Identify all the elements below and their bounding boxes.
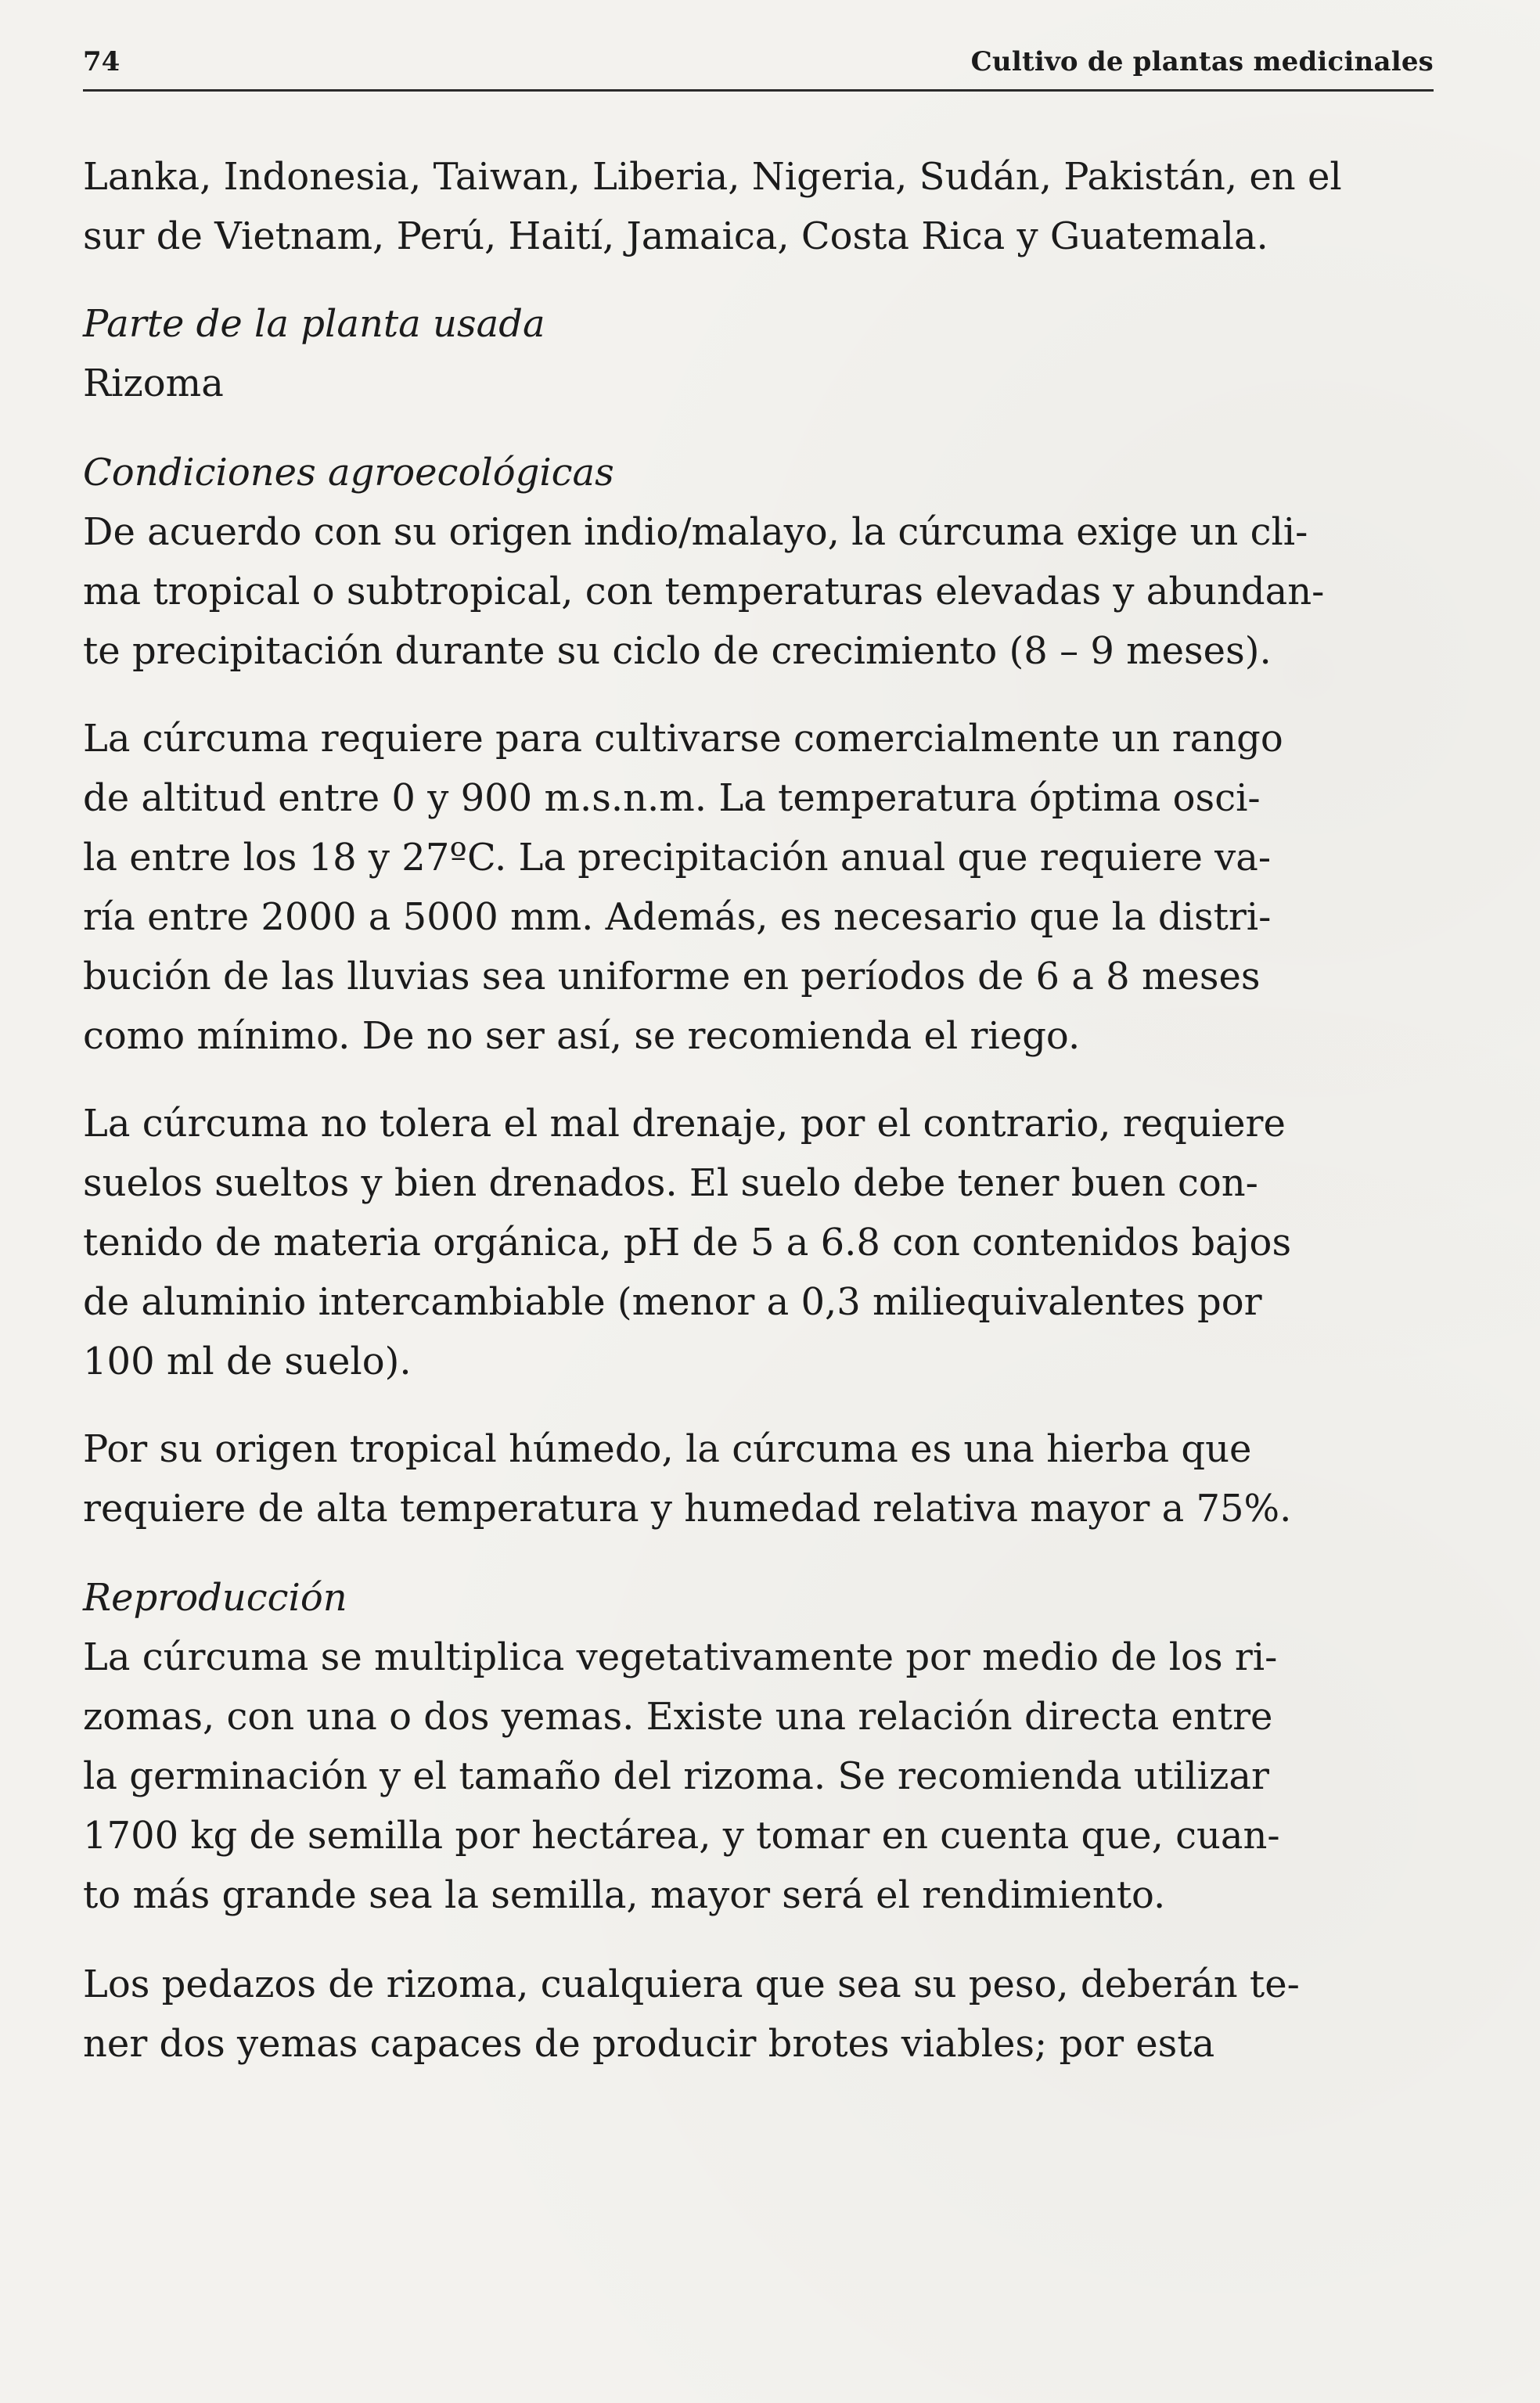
conditions-paragraph-2: La cúrcuma requiere para cultivarse comercialmente un rango de altitud entre 0 y 900 m.s.n.m. La temperatura óptima osci- la entre los 18 y 27ºC. La precipitación anual que requiere va- ría entre 2000 a 5000 mm. Además, es necesario que la distri- bución de las lluvias sea uniforme en períodos de 6 a 8 meses como mínimo. De no ser así, se recomienda el riego. — [83, 717, 1283, 1058]
section-gap — [83, 413, 1434, 443]
paragraph-gap — [83, 1925, 1434, 1955]
conditions-paragraph-3: La cúrcuma no tolera el mal drenaje, por el contrario, requiere suelos sueltos y bien drenados. El suelo debe tener buen con- tenido de materia orgánica, pH de 5 a 6.8 con contenidos bajos de aluminio intercambiable (menor a 0,3 miliequivalentes por 100 ml de suelo). — [83, 1102, 1292, 1383]
section-heading-agroecological-conditions: Condiciones agroecológicas — [83, 451, 614, 495]
part-used-value: Rizoma — [83, 362, 224, 405]
section-heading-reproduction: Reproducción — [83, 1576, 347, 1620]
paragraph-gap — [83, 681, 1434, 709]
intro-paragraph: Lanka, Indonesia, Taiwan, Liberia, Nigeria, Sudán, Pakistán, en el sur de Vietnam, Perú, Haití, Jamaica, Costa Rica y Guatemala. — [83, 155, 1342, 258]
paragraph-gap — [83, 1391, 1434, 1419]
section-heading-part-used: Parte de la planta usada — [83, 302, 545, 346]
conditions-paragraph-1: De acuerdo con su origen indio/malayo, la cúrcuma exige un cli- ma tropical o subtropical, con temperaturas elevadas y abundan- te precipitación durante su ciclo de crecimiento (8 – 9 meses). — [83, 510, 1325, 673]
page-number: 74 — [83, 46, 121, 77]
running-title: Cultivo de plantas medicinales — [970, 46, 1434, 77]
paragraph-gap — [83, 1066, 1434, 1094]
reproduction-paragraph-1: La cúrcuma se multiplica vegetativamente por medio de los ri- zomas, con una o dos yemas. Existe una relación directa entre la germinación y el tamaño del rizoma. Se recomienda utilizar 1700 kg de semilla por hectárea, y tomar en cuenta que, cuan- to más grande sea la semilla, mayor será el rendimiento. — [83, 1635, 1280, 1917]
section-gap — [83, 1538, 1434, 1568]
page-header — [83, 44, 1434, 92]
conditions-paragraph-4: Por su origen tropical húmedo, la cúrcuma es una hierba que requiere de alta temperatura y humedad relativa mayor a 75%. — [83, 1427, 1292, 1531]
section-gap — [83, 266, 1434, 294]
page-content — [83, 147, 1434, 2074]
reproduction-paragraph-2: Los pedazos de rizoma, cualquiera que sea su peso, deberán te- ner dos yemas capaces de producir brotes viables; por esta — [83, 1962, 1300, 2066]
